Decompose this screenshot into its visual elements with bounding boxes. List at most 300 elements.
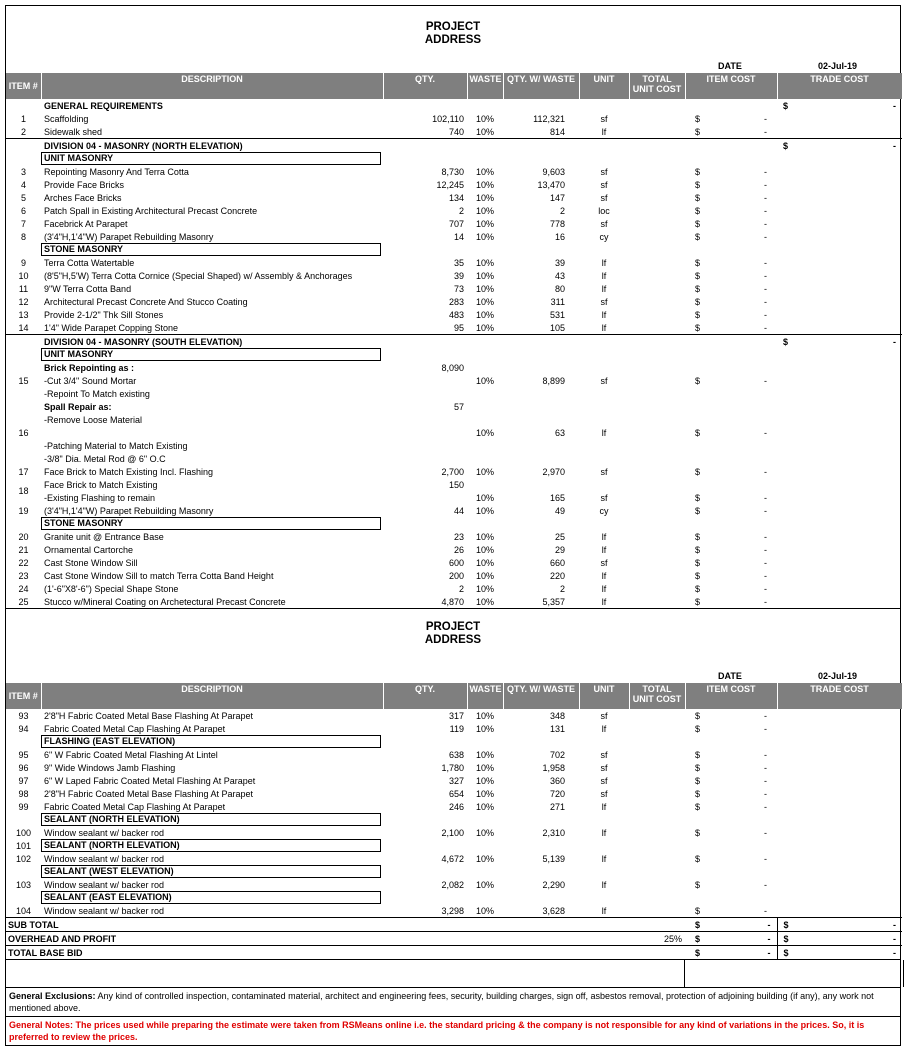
item-number: 16	[18, 427, 29, 438]
item-number: 98	[18, 788, 29, 799]
item-description: Face Brick to Match Existing	[44, 479, 158, 490]
item-cost: $ -	[695, 596, 767, 607]
item-cost: $ -	[695, 788, 767, 799]
date-label: DATE	[718, 61, 742, 71]
table-row	[6, 595, 902, 608]
item-qty	[383, 439, 467, 452]
item-cost: $ -	[695, 492, 767, 503]
item-waste	[467, 478, 503, 491]
item-waste: 10%	[475, 427, 494, 438]
item-cost: $ -	[695, 853, 767, 864]
item-unit: sf	[600, 749, 608, 760]
item-description: Stucco w/Mineral Coating on Archetectural Precast Concrete	[44, 596, 286, 607]
item-qty: 483	[448, 309, 464, 320]
item-qty-waste: 220	[549, 570, 565, 581]
item-qty: 1,780	[441, 762, 464, 773]
item-qty: 200	[448, 570, 464, 581]
item-waste: 10%	[475, 710, 494, 721]
total-unit-cost	[629, 217, 685, 230]
item-unit: lf	[601, 126, 607, 137]
item-cost: $ -	[695, 179, 767, 190]
item-description: Brick Repointing as :	[44, 362, 135, 373]
item-qty: 26	[453, 544, 464, 555]
column-header: QTY. W/ WASTE	[503, 73, 579, 99]
table-row	[6, 826, 902, 839]
total-unit-cost	[629, 787, 685, 800]
item-waste	[467, 361, 503, 374]
total-unit-cost	[629, 204, 685, 217]
date-value-2: 02-Jul-19	[818, 671, 858, 681]
item-number: 6	[20, 205, 26, 216]
total-unit-cost	[629, 826, 685, 839]
item-description: Fabric Coated Metal Cap Flashing At Parapet	[44, 801, 226, 812]
item-qty: 150	[448, 479, 464, 490]
table-row	[6, 904, 902, 918]
item-qty-waste: 39	[554, 257, 565, 268]
section-row	[6, 139, 902, 153]
item-qty-waste: 2,310	[542, 827, 565, 838]
general-exclusions	[6, 987, 900, 1016]
item-qty	[383, 452, 467, 465]
item-qty-waste: 660	[549, 557, 565, 568]
table-row	[6, 452, 902, 465]
total-unit-cost	[629, 595, 685, 608]
item-qty	[383, 413, 467, 426]
total-pct	[629, 918, 685, 932]
table-row	[6, 556, 902, 569]
subsection-title: STONE MASONRY	[41, 517, 381, 530]
item-number: 12	[18, 296, 29, 307]
total-unit-cost	[629, 112, 685, 125]
item-waste	[467, 452, 503, 465]
item-qty-waste	[503, 361, 579, 374]
item-cost: $ -	[695, 905, 767, 916]
item-qty-waste: 112,321	[533, 113, 565, 124]
item-cost: $ -	[695, 557, 767, 568]
subsection-title: SEALANT (EAST ELEVATION)	[41, 891, 381, 904]
subsection-title: FLASHING (EAST ELEVATION)	[41, 735, 381, 748]
table-row	[6, 439, 902, 452]
column-header: ITEM COST	[685, 73, 777, 99]
item-cost: $ -	[695, 723, 767, 734]
table-row	[6, 217, 902, 230]
item-cost: $ -	[695, 205, 767, 216]
item-description: Terra Cotta Watertable	[44, 257, 135, 268]
item-qty: 283	[448, 296, 464, 307]
item-unit: sf	[600, 166, 608, 177]
item-qty-waste: 1,958	[542, 762, 565, 773]
item-qty-waste: 311	[550, 296, 565, 307]
table-row	[6, 878, 902, 891]
item-description: (3'4"H,1'4"W) Parapet Rebuilding Masonry	[44, 505, 214, 516]
item-qty: 119	[449, 723, 464, 734]
item-description: -Repoint To Match existing	[44, 388, 150, 399]
item-qty	[383, 387, 467, 400]
item-qty-waste: 63	[554, 427, 565, 438]
item-qty-waste: 8,899	[542, 375, 565, 386]
item-number: 9	[20, 257, 26, 268]
item-description: Patch Spall in Existing Architectural Precast Concrete	[44, 205, 258, 216]
item-unit: loc	[598, 205, 610, 216]
item-qty: 246	[448, 801, 464, 812]
total-item-cost: $ -	[685, 918, 777, 932]
item-cost: $ -	[695, 283, 767, 294]
total-unit-cost	[629, 800, 685, 813]
item-cost: $ -	[695, 296, 767, 307]
item-waste: 10%	[475, 283, 494, 294]
item-unit	[579, 478, 629, 491]
table-row	[6, 191, 902, 204]
item-description: Window sealant w/ backer rod	[44, 905, 165, 916]
item-number: 10	[18, 270, 29, 281]
item-unit: lf	[601, 270, 607, 281]
total-row	[6, 946, 902, 960]
item-unit: sf	[600, 788, 608, 799]
exclusions-text: Any kind of controlled inspection, contaminated material, architect and engineering fees, security, building charges, sign off, asbestos removal, protection of adjoining building (if any), any work not mentioned above.	[9, 991, 874, 1013]
item-description: 6" W Fabric Coated Metal Flashing At Lintel	[44, 749, 218, 760]
item-number: 19	[18, 505, 29, 516]
table-row	[6, 582, 902, 595]
item-waste: 10%	[475, 749, 494, 760]
item-qty: 654	[448, 788, 464, 799]
subsection-row	[6, 735, 902, 748]
item-number: 1	[20, 113, 26, 124]
item-waste: 10%	[475, 205, 494, 216]
item-waste	[467, 439, 503, 452]
item-description: (3'4"H,1'4"W) Parapet Rebuilding Masonry	[44, 231, 214, 242]
subsection-row	[6, 152, 902, 165]
trade-cost: $ -	[777, 139, 902, 153]
item-qty-waste: 271	[549, 801, 565, 812]
item-qty-waste: 2,970	[542, 466, 565, 477]
table-row	[6, 413, 902, 426]
item-unit: lf	[601, 257, 607, 268]
page1-title	[6, 6, 900, 59]
item-cost: $ -	[695, 427, 767, 438]
item-waste	[467, 400, 503, 413]
item-qty-waste: 2	[559, 205, 565, 216]
table-row	[6, 761, 902, 774]
item-qty-waste: 16	[554, 231, 565, 242]
total-unit-cost	[629, 295, 685, 308]
item-number: 103	[15, 879, 32, 890]
item-cost: $ -	[695, 570, 767, 581]
total-unit-cost	[629, 504, 685, 517]
item-unit	[579, 413, 629, 426]
column-header: DESCRIPTION	[41, 73, 383, 99]
item-cost: $ -	[695, 192, 767, 203]
column-header: TRADE COST	[777, 73, 902, 99]
section-row	[6, 99, 902, 112]
subsection-title: SEALANT (NORTH ELEVATION)	[41, 839, 381, 852]
total-unit-cost	[629, 709, 685, 722]
table-row	[6, 387, 902, 400]
item-description: Granite unit @ Entrance Base	[44, 531, 164, 542]
section-title: GENERAL REQUIREMENTS	[44, 100, 163, 111]
item-waste: 10%	[475, 723, 494, 734]
item-number: 95	[18, 749, 29, 760]
total-row	[6, 932, 902, 946]
item-description: Provide 2-1/2" Thk Sill Stones	[44, 309, 164, 320]
trade-cost: $ -	[777, 918, 902, 932]
item-waste: 10%	[475, 762, 494, 773]
item-number: 100	[15, 827, 32, 838]
trade-cost: $ -	[777, 932, 902, 946]
item-cost: $ -	[695, 544, 767, 555]
item-number: 15	[18, 375, 29, 386]
item-description: 9"W Terra Cotta Band	[44, 283, 132, 294]
item-waste: 10%	[475, 879, 494, 890]
item-qty-waste: 531	[549, 309, 565, 320]
item-description: -Cut 3/4" Sound Mortar	[44, 375, 137, 386]
item-qty-waste	[503, 452, 579, 465]
item-qty: 2,100	[441, 827, 464, 838]
item-qty: 23	[453, 531, 464, 542]
item-qty-waste: 3,628	[542, 905, 565, 916]
total-unit-cost	[629, 569, 685, 582]
item-unit: lf	[601, 322, 607, 333]
item-number: 3	[20, 166, 26, 177]
total-unit-cost	[629, 282, 685, 295]
item-waste: 10%	[475, 309, 494, 320]
item-waste	[467, 387, 503, 400]
item-number: 2	[20, 126, 26, 137]
item-unit: lf	[601, 879, 607, 890]
item-qty-waste: 165	[549, 492, 565, 503]
item-description: 2'8"H Fabric Coated Metal Base Flashing At Parapet	[44, 710, 254, 721]
item-qty-waste: 147	[549, 192, 565, 203]
page2-title	[6, 619, 900, 669]
item-cost: $ -	[695, 775, 767, 786]
item-unit: lf	[601, 531, 607, 542]
item-number	[6, 891, 41, 904]
item-waste: 10%	[475, 375, 494, 386]
item-unit: lf	[601, 905, 607, 916]
item-waste: 10%	[475, 557, 494, 568]
item-description: Window sealant w/ backer rod	[44, 879, 165, 890]
item-cost: $ -	[695, 827, 767, 838]
item-number	[6, 152, 41, 165]
item-qty: 2	[458, 583, 464, 594]
column-header: ITEM #	[6, 683, 41, 709]
item-number: 13	[18, 309, 29, 320]
item-unit: sf	[600, 466, 608, 477]
table-row	[6, 426, 902, 439]
item-qty-waste: 360	[549, 775, 565, 786]
project-title-2: PROJECT	[425, 621, 481, 633]
item-description: 2'8"H Fabric Coated Metal Base Flashing At Parapet	[44, 788, 254, 799]
item-waste: 10%	[475, 296, 494, 307]
item-qty-waste: 2	[559, 583, 565, 594]
total-item-cost: $ -	[685, 932, 777, 946]
item-description: Cast Stone Window Sill to match Terra Cotta Band Height	[44, 570, 274, 581]
item-qty-waste: 814	[549, 126, 565, 137]
item-number: 23	[18, 570, 29, 581]
item-unit	[579, 361, 629, 374]
item-waste: 10%	[475, 827, 494, 838]
item-cost: $ -	[695, 113, 767, 124]
total-unit-cost	[629, 308, 685, 321]
item-waste: 10%	[475, 583, 494, 594]
item-number: 5	[20, 192, 26, 203]
item-qty-waste: 49	[554, 505, 565, 516]
table-row	[6, 269, 902, 282]
section-title: DIVISION 04 - MASONRY (SOUTH ELEVATION)	[41, 335, 685, 349]
item-qty-waste	[503, 413, 579, 426]
total-unit-cost	[629, 748, 685, 761]
item-number: 21	[18, 544, 29, 555]
item-description: -Patching Material to Match Existing	[44, 440, 188, 451]
item-number: 11	[18, 283, 29, 294]
section-title: DIVISION 04 - MASONRY (NORTH ELEVATION)	[41, 139, 685, 153]
item-unit	[579, 452, 629, 465]
item-cost: $ -	[695, 879, 767, 890]
item-qty: 2,082	[441, 879, 464, 890]
section-row	[6, 335, 902, 349]
table-row	[6, 478, 902, 491]
item-waste: 10%	[475, 544, 494, 555]
total-row	[6, 918, 902, 932]
item-unit: lf	[601, 596, 607, 607]
subsection-title: STONE MASONRY	[41, 243, 381, 256]
item-qty-waste: 720	[549, 788, 565, 799]
item-waste: 10%	[475, 218, 494, 229]
item-number: 14	[18, 322, 29, 333]
item-qty-waste: 9,603	[542, 166, 565, 177]
item-qty-waste: 105	[549, 322, 565, 333]
table-row	[6, 400, 902, 413]
table-row	[6, 256, 902, 269]
total-unit-cost	[629, 178, 685, 191]
item-number	[6, 517, 41, 530]
item-qty: 638	[448, 749, 464, 760]
total-unit-cost	[629, 878, 685, 891]
table-row	[6, 491, 902, 504]
item-number	[6, 865, 41, 878]
item-number	[6, 243, 41, 256]
item-number: 22	[18, 557, 29, 568]
item-cost: $ -	[695, 749, 767, 760]
item-unit: lf	[601, 570, 607, 581]
column-header: TOTAL UNIT COST	[629, 73, 685, 99]
item-qty: 327	[448, 775, 464, 786]
table-row	[6, 230, 902, 243]
table-row	[6, 748, 902, 761]
table-row	[6, 361, 902, 374]
column-header: TRADE COST	[777, 683, 902, 709]
item-number: 20	[18, 531, 29, 542]
column-header: TOTAL UNIT COST	[629, 683, 685, 709]
subsection-title: SEALANT (NORTH ELEVATION)	[41, 813, 381, 826]
date-label-2: DATE	[718, 671, 742, 681]
subsection-row	[6, 243, 902, 256]
total-label: TOTAL BASE BID	[6, 946, 629, 960]
item-number: 104	[15, 905, 32, 916]
item-qty: 4,672	[441, 853, 464, 864]
item-cost: $ -	[695, 505, 767, 516]
item-qty-waste: 5,139	[542, 853, 565, 864]
item-description: 6" W Laped Fabric Coated Metal Flashing At Parapet	[44, 775, 256, 786]
item-unit: lf	[601, 309, 607, 320]
spacer-row	[6, 959, 900, 987]
item-waste: 10%	[475, 492, 494, 503]
total-pct	[629, 946, 685, 960]
item-number: 101	[15, 840, 32, 851]
item-description: Face Brick to Match Existing Incl. Flashing	[44, 466, 214, 477]
item-description: Cast Stone Window Sill	[44, 557, 138, 568]
item-description: Architectural Precast Concrete And Stucco Coating	[44, 296, 248, 307]
item-number: 24	[18, 583, 29, 594]
item-unit: lf	[601, 827, 607, 838]
item-unit: sf	[600, 192, 608, 203]
item-unit: cy	[599, 505, 609, 516]
item-qty: 12,245	[436, 179, 464, 190]
item-unit: cy	[599, 231, 609, 242]
subsection-row	[6, 517, 902, 530]
column-header: WASTE	[467, 683, 503, 709]
item-unit: sf	[600, 492, 608, 503]
item-unit: sf	[600, 179, 608, 190]
item-cost: $ -	[695, 322, 767, 333]
item-unit: sf	[600, 218, 608, 229]
total-label: SUB TOTAL	[6, 918, 629, 932]
item-description: -Remove Loose Material	[44, 414, 143, 425]
item-cost: $ -	[695, 166, 767, 177]
item-description: (1'-6"X8'-6") Special Shape Stone	[44, 583, 179, 594]
column-header: QTY.	[383, 683, 467, 709]
trade-cost: $ -	[783, 100, 896, 111]
total-unit-cost	[629, 530, 685, 543]
table-row	[6, 125, 902, 139]
item-number	[6, 735, 41, 748]
item-unit: lf	[601, 544, 607, 555]
item-qty: 8,090	[441, 362, 464, 373]
item-description: Arches Face Bricks	[44, 192, 122, 203]
item-waste: 10%	[475, 113, 494, 124]
item-unit	[579, 439, 629, 452]
item-qty-waste	[503, 439, 579, 452]
table-row	[6, 308, 902, 321]
item-qty-waste: 778	[549, 218, 565, 229]
column-header: UNIT	[579, 73, 629, 99]
subsection-row	[6, 813, 902, 826]
column-header: UNIT	[579, 683, 629, 709]
total-unit-cost	[629, 321, 685, 335]
table-row	[6, 787, 902, 800]
item-unit: lf	[601, 427, 607, 438]
item-qty-waste	[503, 387, 579, 400]
item-unit	[579, 400, 629, 413]
table-row	[6, 282, 902, 295]
item-cost: $ -	[695, 710, 767, 721]
item-waste: 10%	[475, 788, 494, 799]
table-row	[6, 295, 902, 308]
item-qty: 2	[458, 205, 464, 216]
column-header: ITEM #	[6, 73, 41, 99]
item-qty: 39	[453, 270, 464, 281]
item-cost: $ -	[695, 531, 767, 542]
item-description: 9" Wide Windows Jamb Flashing	[44, 762, 176, 773]
item-qty-waste: 43	[554, 270, 565, 281]
total-unit-cost	[629, 165, 685, 178]
item-unit: lf	[601, 723, 607, 734]
item-qty: 95	[453, 322, 464, 333]
subsection-row	[6, 839, 902, 852]
total-unit-cost	[629, 256, 685, 269]
item-qty: 317	[448, 710, 464, 721]
column-header: DESCRIPTION	[41, 683, 383, 709]
table-row	[6, 543, 902, 556]
